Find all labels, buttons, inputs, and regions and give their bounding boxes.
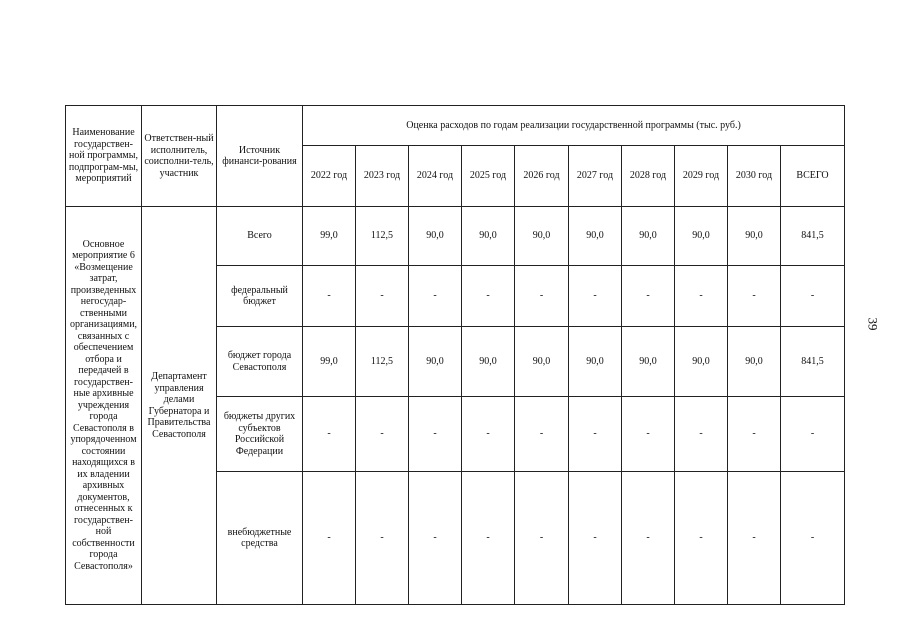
year-header: 2030 год [728, 146, 781, 207]
value-cell: 99,0 [303, 327, 356, 397]
value-cell: 90,0 [409, 207, 462, 266]
value-cell: 90,0 [728, 327, 781, 397]
value-cell: 90,0 [462, 207, 515, 266]
source-label: Всего [217, 207, 303, 266]
source-label: бюджеты других субъектов Российской Федерации [217, 397, 303, 472]
value-cell: - [728, 266, 781, 327]
value-cell: 90,0 [515, 207, 569, 266]
year-header: 2022 год [303, 146, 356, 207]
header-responsible: Ответствен-ный исполнитель, соисполни-тель, участник [142, 106, 217, 207]
value-cell: - [569, 266, 622, 327]
total-cell: 841,5 [781, 207, 845, 266]
value-cell: - [728, 397, 781, 472]
value-cell: - [675, 397, 728, 472]
year-header: 2027 год [569, 146, 622, 207]
value-cell: 90,0 [515, 327, 569, 397]
total-cell: - [781, 266, 845, 327]
total-cell: - [781, 397, 845, 472]
value-cell: - [356, 397, 409, 472]
header-expense-estimate: Оценка расходов по годам реализации государственной программы (тыс. руб.) [303, 106, 845, 146]
program-name-cell: Основное мероприятие 6 «Возмещение затрат, произведенных негосудар-ственными организациями, связанных с обеспечением отбора и передачей в государствен-ные архивные учреждения города Севастополя в упорядоченном состоянии находящихся в их владении архивных документов, отнесенных к государствен-ной собственности города Севастополя» [66, 207, 142, 605]
value-cell: - [515, 472, 569, 605]
header-program-name: Наименование государствен-ной программы, подпрограм-мы, мероприятий [66, 106, 142, 207]
value-cell: - [728, 472, 781, 605]
table-row [66, 207, 845, 266]
year-header: 2024 год [409, 146, 462, 207]
value-cell: - [622, 266, 675, 327]
value-cell: - [356, 266, 409, 327]
value-cell: - [515, 397, 569, 472]
value-cell: - [409, 266, 462, 327]
total-header: ВСЕГО [781, 146, 845, 207]
expenses-table [65, 105, 845, 605]
responsible-cell: Департамент управления делами Губернатора и Правительства Севастополя [142, 207, 217, 605]
value-cell: 112,5 [356, 207, 409, 266]
total-cell: - [781, 472, 845, 605]
value-cell: - [303, 266, 356, 327]
header-funding-source: Источник финанси-рования [217, 106, 303, 207]
year-header: 2028 год [622, 146, 675, 207]
page-number: 39 [865, 317, 881, 331]
value-cell: 90,0 [569, 207, 622, 266]
value-cell: - [303, 472, 356, 605]
value-cell: - [675, 472, 728, 605]
value-cell: - [462, 397, 515, 472]
year-header: 2029 год [675, 146, 728, 207]
total-cell: 841,5 [781, 327, 845, 397]
year-header: 2023 год [356, 146, 409, 207]
value-cell: 90,0 [462, 327, 515, 397]
value-cell: 90,0 [622, 327, 675, 397]
value-cell: 90,0 [728, 207, 781, 266]
value-cell: 90,0 [622, 207, 675, 266]
source-label: бюджет города Севастополя [217, 327, 303, 397]
value-cell: - [515, 266, 569, 327]
value-cell: - [622, 397, 675, 472]
value-cell: - [462, 472, 515, 605]
value-cell: - [569, 472, 622, 605]
value-cell: 90,0 [409, 327, 462, 397]
value-cell: 112,5 [356, 327, 409, 397]
value-cell: 90,0 [675, 207, 728, 266]
value-cell: - [622, 472, 675, 605]
value-cell: - [569, 397, 622, 472]
year-header: 2026 год [515, 146, 569, 207]
value-cell: - [409, 472, 462, 605]
value-cell: - [462, 266, 515, 327]
year-header: 2025 год [462, 146, 515, 207]
value-cell: - [356, 472, 409, 605]
value-cell: 99,0 [303, 207, 356, 266]
value-cell: - [303, 397, 356, 472]
header-row-1 [66, 106, 845, 146]
value-cell: 90,0 [569, 327, 622, 397]
value-cell: 90,0 [675, 327, 728, 397]
source-label: внебюджетные средства [217, 472, 303, 605]
value-cell: - [409, 397, 462, 472]
value-cell: - [675, 266, 728, 327]
source-label: федеральный бюджет [217, 266, 303, 327]
